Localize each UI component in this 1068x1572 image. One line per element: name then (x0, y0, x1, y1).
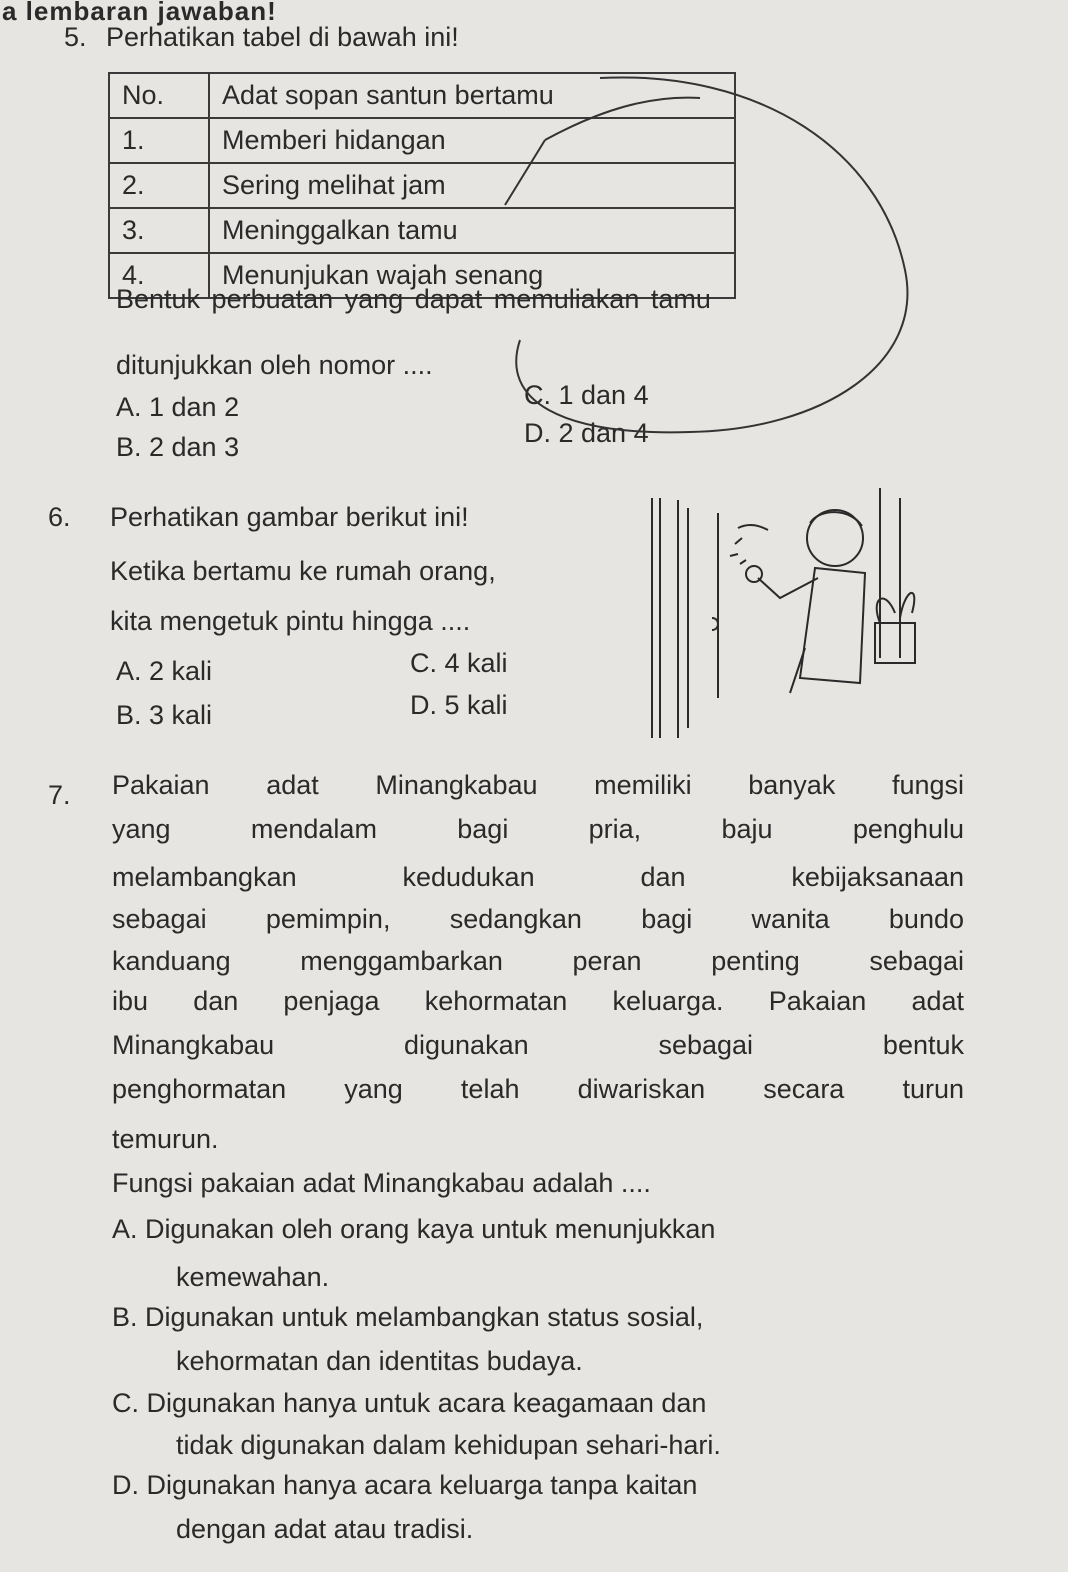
q7-paragraph-line: penghormatan yang telah diwariskan secara turun (112, 1074, 964, 1104)
table-cell: Memberi hidangan (209, 118, 735, 163)
q5-intro: Perhatikan tabel di bawah ini! (106, 22, 459, 52)
q7-option-b-cont: kehormatan dan identitas budaya. (176, 1346, 583, 1376)
q7-paragraph-line: temurun. (112, 1124, 219, 1154)
q7-paragraph-line: Minangkabau digunakan sebagai bentuk (112, 1030, 964, 1060)
table-header-cell: No. (109, 73, 209, 118)
q6-line2: Ketika bertamu ke rumah orang, (110, 556, 496, 586)
q5-number: 5. (64, 22, 87, 52)
q5-option-c[interactable]: C. 1 dan 4 (524, 380, 649, 410)
q5-question-line1: Bentuk perbuatan yang dapat memuliakan tamu (116, 284, 711, 314)
table-cell: 4. (109, 253, 209, 298)
q7-question: Fungsi pakaian adat Minangkabau adalah .... (112, 1168, 651, 1198)
q5-question-line2: ditunjukkan oleh nomor .... (116, 350, 433, 380)
q7-option-d[interactable]: D. Digunakan hanya acara keluarga tanpa kaitan (112, 1470, 698, 1500)
q5-option-a[interactable]: A. 1 dan 2 (116, 392, 240, 422)
table-cell: 2. (109, 163, 209, 208)
q7-option-c-cont: tidak digunakan dalam kehidupan sehari-hari. (176, 1430, 721, 1460)
page-header-title: a lembaran jawaban! (2, 0, 277, 26)
q7-paragraph-line: yang mendalam bagi pria, baju penghulu (112, 814, 964, 844)
q5-option-d[interactable]: D. 2 dan 4 (524, 418, 649, 448)
q7-paragraph-line: sebagai pemimpin, sedangkan bagi wanita bundo (112, 904, 964, 934)
q7-paragraph-line: Pakaian adat Minangkabau memiliki banyak fungsi (112, 770, 964, 800)
q7-option-d-cont: dengan adat atau tradisi. (176, 1514, 474, 1544)
q6-option-c[interactable]: C. 4 kali (410, 648, 508, 678)
table-cell: Menunjukan wajah senang (209, 253, 735, 298)
q7-paragraph-line: ibu dan penjaga kehormatan keluarga. Pakaian adat (112, 986, 964, 1016)
table-cell: Meninggalkan tamu (209, 208, 735, 253)
table-cell: 1. (109, 118, 209, 163)
q6-option-d[interactable]: D. 5 kali (410, 690, 508, 720)
q6-number: 6. (48, 502, 71, 532)
table-cell: Sering melihat jam (209, 163, 735, 208)
q7-paragraph-line: melambangkan kedudukan dan kebijaksanaan (112, 862, 964, 892)
q7-option-b[interactable]: B. Digunakan untuk melambangkan status sosial, (112, 1302, 704, 1332)
knocking-door-illustration (630, 478, 930, 740)
q7-paragraph-line: kanduang menggambarkan peran penting sebagai (112, 946, 964, 976)
q7-option-a[interactable]: A. Digunakan oleh orang kaya untuk menunjukkan (112, 1214, 716, 1244)
table-cell: 3. (109, 208, 209, 253)
q6-line3: kita mengetuk pintu hingga .... (110, 606, 471, 636)
q7-option-c[interactable]: C. Digunakan hanya untuk acara keagamaan dan (112, 1388, 707, 1418)
q7-number: 7. (48, 780, 71, 810)
q6-option-a[interactable]: A. 2 kali (116, 656, 213, 686)
q6-option-b[interactable]: B. 3 kali (116, 700, 213, 730)
q7-option-a-cont: kemewahan. (176, 1262, 330, 1292)
answer-circle-mark (0, 0, 1068, 480)
q5-option-b[interactable]: B. 2 dan 3 (116, 432, 240, 462)
q6-line1: Perhatikan gambar berikut ini! (110, 502, 469, 532)
table-header-cell: Adat sopan santun bertamu (209, 73, 735, 118)
